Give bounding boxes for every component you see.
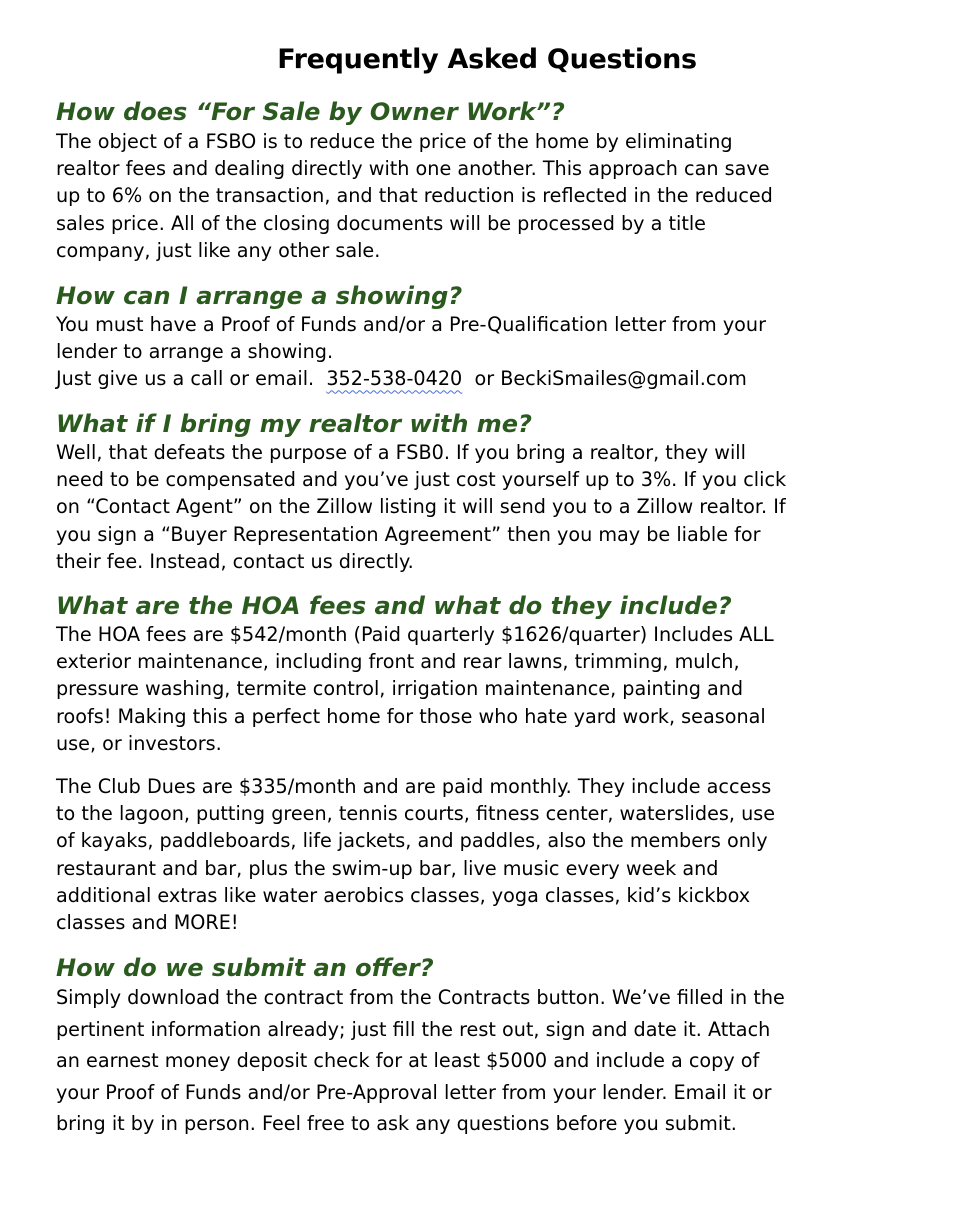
page-title: Frequently Asked Questions <box>277 44 697 75</box>
faq-question-offer: How do we submit an offer? <box>56 954 434 982</box>
email-address[interactable]: BeckiSmailes@gmail.com <box>500 367 747 391</box>
answer-line: company, just like any other sale. <box>56 238 381 262</box>
faq-question-realtor: What if I bring my realtor with me? <box>56 410 532 438</box>
faq-answer-club-dues <box>56 773 926 936</box>
answer-line: need to be compensated and you’ve just cost yourself up to 3%. If you click <box>56 468 787 492</box>
faq-question-fsbo: How does “For Sale by Owner Work”? <box>56 98 565 126</box>
answer-line: pressure washing, termite control, irrigation maintenance, painting and <box>56 677 744 701</box>
faq-question-hoa: What are the HOA fees and what do they include? <box>56 592 732 620</box>
answer-line: exterior maintenance, including front and rear lawns, trimming, mulch, <box>56 650 740 674</box>
answer-line: The Club Dues are $335/month and are paid monthly. They include access <box>56 775 772 798</box>
answer-line: Well, that defeats the purpose of a FSB0. If you bring a realtor, they will <box>56 441 746 464</box>
answer-line: classes and MORE! <box>56 911 239 935</box>
contact-prefix: Just give us a call or email. <box>56 367 327 391</box>
answer-line: lender to arrange a showing. <box>56 340 334 364</box>
answer-line: on “Contact Agent” on the Zillow listing it will send you to a Zillow realtor. If <box>56 495 786 519</box>
answer-line: up to 6% on the transaction, and that reduction is reflected in the reduced <box>56 184 773 208</box>
answer-line: bring it by in person. Feel free to ask any questions before you submit. <box>56 1112 737 1135</box>
answer-line: You must have a Proof of Funds and/or a Pre-Qualification letter from your <box>56 313 766 336</box>
answer-line: The object of a FSBO is to reduce the price of the home by eliminating <box>56 130 733 153</box>
faq-answer-showing <box>56 311 926 393</box>
answer-line: realtor fees and dealing directly with one another. This approach can save <box>56 157 770 181</box>
answer-line: an earnest money deposit check for at least $5000 and include a copy of <box>56 1049 760 1072</box>
answer-line: Simply download the contract from the Contracts button. We’ve filled in the <box>56 986 785 1009</box>
answer-line: to the lagoon, putting green, tennis courts, fitness center, waterslides, use <box>56 802 776 826</box>
faq-answer-fsbo <box>56 128 926 264</box>
faq-answer-realtor <box>56 439 926 575</box>
answer-line: restaurant and bar, plus the swim-up bar, live music every week and <box>56 856 719 880</box>
phone-number[interactable]: 352-538-0420 <box>326 367 463 391</box>
answer-line: pertinent information already; just fill the rest out, sign and date it. Attach <box>56 1017 771 1041</box>
answer-line: additional extras like water aerobics classes, yoga classes, kid’s kickbox <box>56 883 751 907</box>
answer-line: use, or investors. <box>56 731 222 755</box>
contact-mid: or <box>462 367 501 391</box>
faq-question-showing: How can I arrange a showing? <box>56 282 463 310</box>
answer-line: of kayaks, paddleboards, life jackets, and paddles, also the members only <box>56 829 768 853</box>
answer-line: their fee. Instead, contact us directly. <box>56 549 414 573</box>
answer-line: The HOA fees are $542/month (Paid quarterly $1626/quarter) Includes ALL <box>56 623 774 646</box>
answer-line: roofs! Making this a perfect home for those who hate yard work, seasonal <box>56 704 766 728</box>
faq-answer-offer <box>56 982 926 1140</box>
answer-line: you sign a “Buyer Representation Agreement” then you may be liable for <box>56 522 761 546</box>
faq-answer-hoa <box>56 621 926 757</box>
answer-line: sales price. All of the closing documents will be processed by a title <box>56 211 706 235</box>
contact-line <box>56 365 926 392</box>
answer-line: your Proof of Funds and/or Pre-Approval letter from your lender. Email it or <box>56 1080 772 1104</box>
